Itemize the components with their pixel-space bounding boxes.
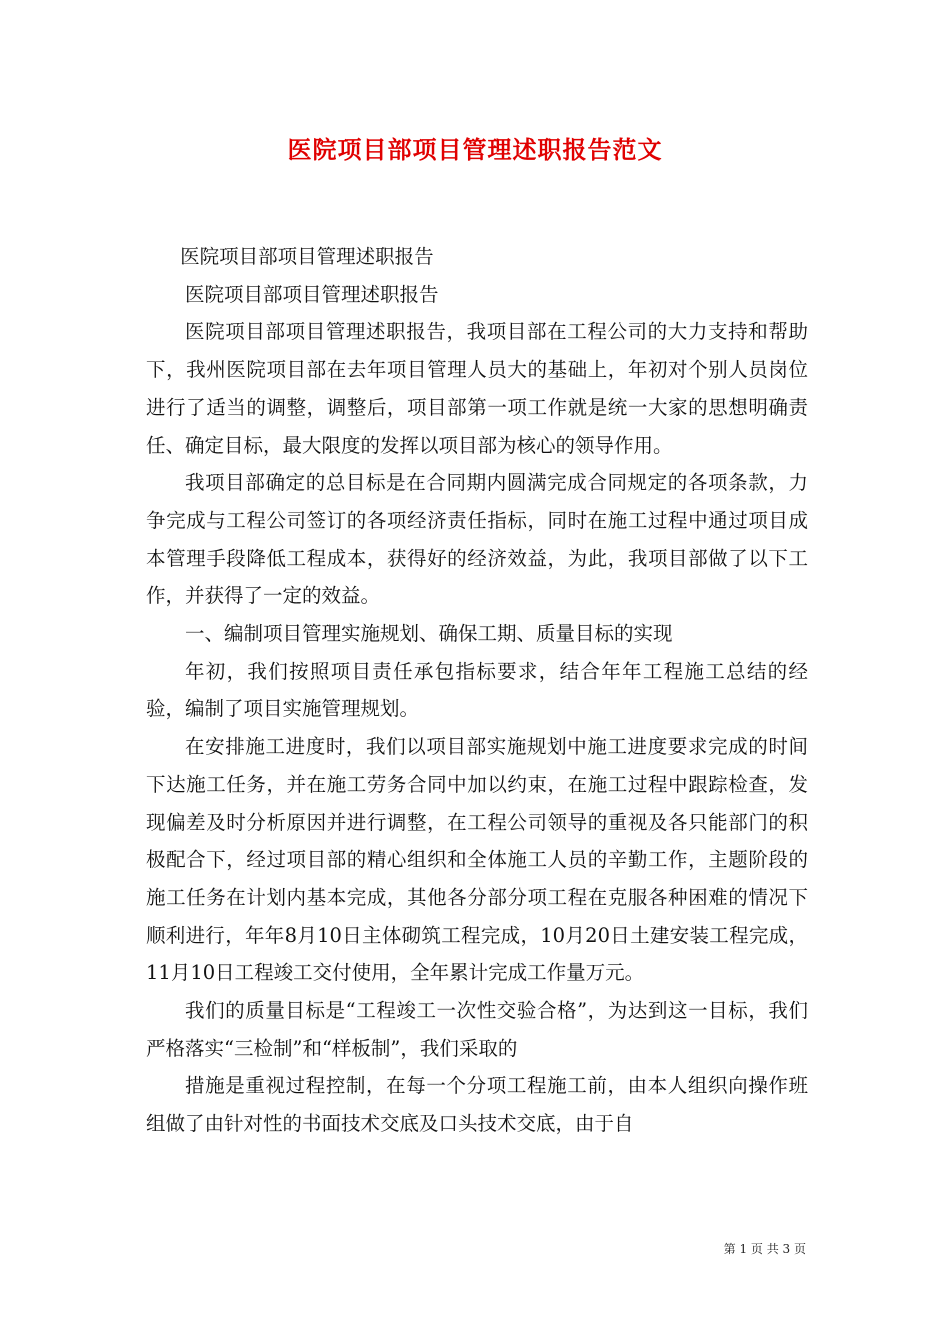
page-number: 第 1 页 共 3 页 bbox=[723, 1242, 806, 1256]
paragraph: 年初，我们按照项目责任承包指标要求，结合年年工程施工总结的经验，编制了项目实施管理规划。 bbox=[146, 659, 808, 721]
paragraph: 我项目部确定的总目标是在合同期内圆满完成合同规定的各项条款，力争完成与工程公司签订的各项经济责任指标，同时在施工过程中通过项目成本管理手段降低工程成本，获得好的经济效益，为此，我项目部做了以下工作，并获得了一定的效益。 bbox=[146, 471, 808, 608]
subtitle-line: 医院项目部项目管理述职报告 bbox=[180, 245, 434, 268]
paragraph-heading: 医院项目部项目管理述职报告 bbox=[185, 282, 439, 306]
paragraph: 在安排施工进度时，我们以项目部实施规划中施工进度要求完成的时间下达施工任务，并在施工劳务合同中加以约束，在施工过程中跟踪检查，发现偏差及时分析原因并进行调整，在工程公司领导的重视及各只能部门的积极配合下，经过项目部的精心组织和全体施工人员的辛勤工作，主题阶段的施工任务在计划内基本完成，其他各分部分项工程在克服各种困难的情况下顺利进行，年年8月10日主体砌筑工程完成，10月20日土建安装工程完成，11月10日工程竣工交付使用，全年累计完成工作量万元。 bbox=[146, 735, 808, 985]
paragraph: 医院项目部项目管理述职报告，我项目部在工程公司的大力支持和帮助下，我州医院项目部在去年项目管理人员大的基础上，年初对个别人员岗位进行了适当的调整，调整后，项目部第一项工作就是统一大家的思想明确责任、确定目标，最大限度的发挥以项目部为核心的领导作用。 bbox=[146, 320, 808, 457]
paragraph: 我们的质量目标是“工程竣工一次性交验合格”，为达到这一目标，我们严格落实“三检制”和“样板制”，我们采取的 bbox=[146, 999, 808, 1060]
paragraph: 措施是重视过程控制，在每一个分项工程施工前，由本人组织向操作班组做了由针对性的书面技术交底及口头技术交底，由于自 bbox=[146, 1074, 808, 1136]
document-body bbox=[146, 238, 808, 1143]
section-heading: 一、编制项目管理实施规划、确保工期、质量目标的实现 bbox=[185, 622, 673, 646]
document-title: 医院项目部项目管理述职报告范文 bbox=[287, 135, 663, 164]
